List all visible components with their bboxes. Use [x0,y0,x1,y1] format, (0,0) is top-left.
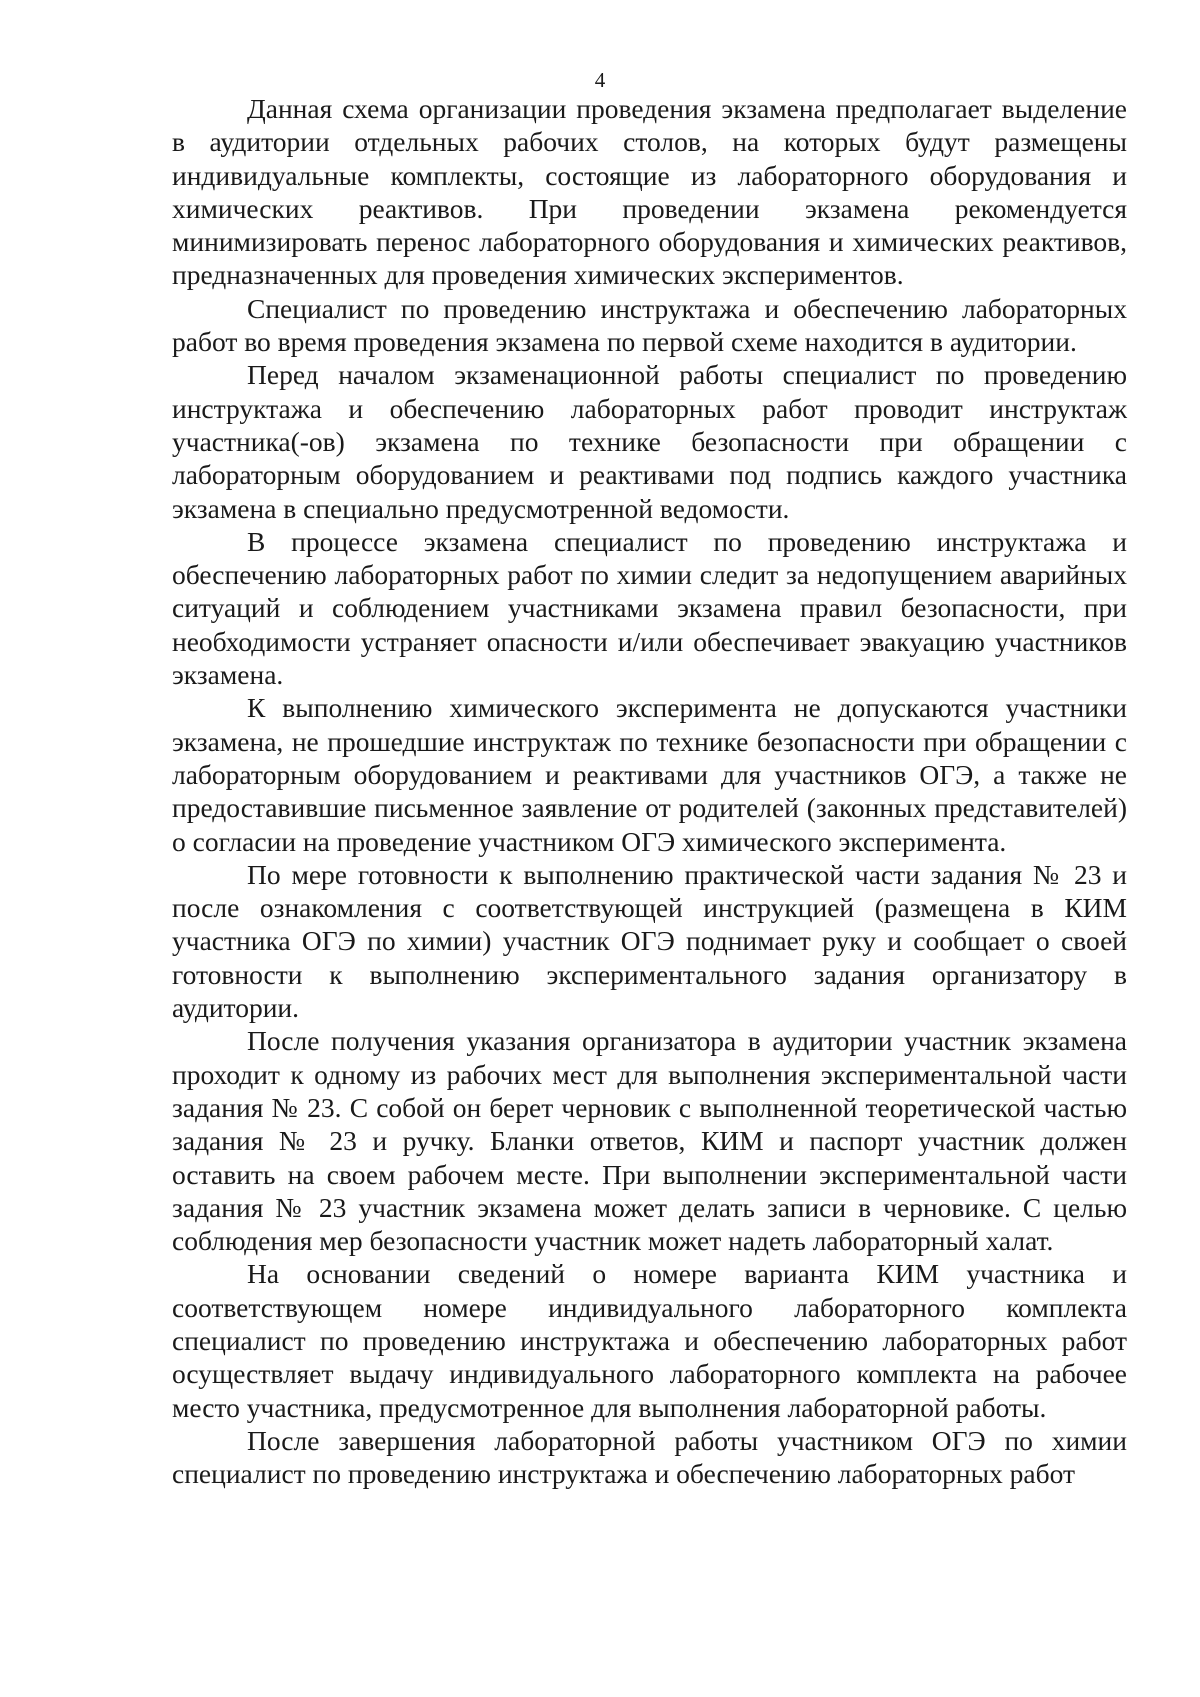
paragraph: В процессе экзамена специалист по проведению инструктажа и обеспечению лабораторных работ по химии следит за недопущением аварийных ситуаций и соблюдением участниками экзамена правил безопасности, при необходимости устраняет опасности и/или обеспечивает эвакуацию участников экзамена. [172,525,1127,691]
paragraph: После завершения лабораторной работы участником ОГЭ по химии специалист по проведению инструктажа и обеспечению лабораторных работ [172,1424,1127,1490]
paragraph: К выполнению химического эксперимента не допускаются участники экзамена, не прошедшие инструктаж по технике безопасности при обращении с лабораторным оборудованием и реактивами для участников ОГЭ, а также не предоставившие письменное заявление от родителей (законных представителей) о согласии на проведение участником ОГЭ химического эксперимента. [172,692,1127,857]
paragraph: Перед началом экзаменационной работы специалист по проведению инструктажа и обеспечению лабораторных работ проводит инструктаж участника(-ов) экзамена по технике безопасности при обращении с лабораторным оборудованием и реактивами под подпись каждого участника экзамена в специально предусмотренной ведомости. [172,359,1127,524]
paragraph: После получения указания организатора в аудитории участник экзамена проходит к одному из рабочих мест для выполнения экспериментальной части задания № 23. С собой он берет черновик с выполненной теоретической частью задания № 23 и ручку. Бланки ответов, КИМ и паспорт участник должен оставить на своем рабочем месте. При выполнении экспериментальной части задания № 23 участник экзамена может делать записи в черновике. С целью соблюдения мер безопасности участник может надеть лабораторный халат. [172,1025,1127,1257]
paragraph: Данная схема организации проведения экзамена предполагает выделение в аудитории отдельных рабочих столов, на которых будут размещены индивидуальные комплекты, состоящие из лабораторного оборудования и химических реактивов. При проведении экзамена рекомендуется минимизировать перенос лабораторного оборудования и химических реактивов, предназначенных для проведения химических экспериментов. [172,93,1127,291]
paragraph: На основании сведений о номере варианта КИМ участника и соответствующем номере индивидуального лабораторного комплекта специалист по проведению инструктажа и обеспечению лабораторных работ осуществляет выдачу индивидуального лабораторного комплекта на рабочее место участника, предусмотренное для выполнения лабораторной работы. [172,1258,1127,1423]
paragraph: По мере готовности к выполнению практической части задания № 23 и после ознакомления с соответствующей инструкцией (размещена в КИМ участника ОГЭ по химии) участник ОГЭ поднимает руку и сообщает о своей готовности к выполнению экспериментального задания организатору в аудитории. [172,858,1127,1024]
page-number: 4 [594,68,606,92]
document-body [172,92,1127,1490]
paragraph: Специалист по проведению инструктажа и обеспечению лабораторных работ во время проведения экзамена по первой схеме находится в аудитории. [172,292,1127,358]
